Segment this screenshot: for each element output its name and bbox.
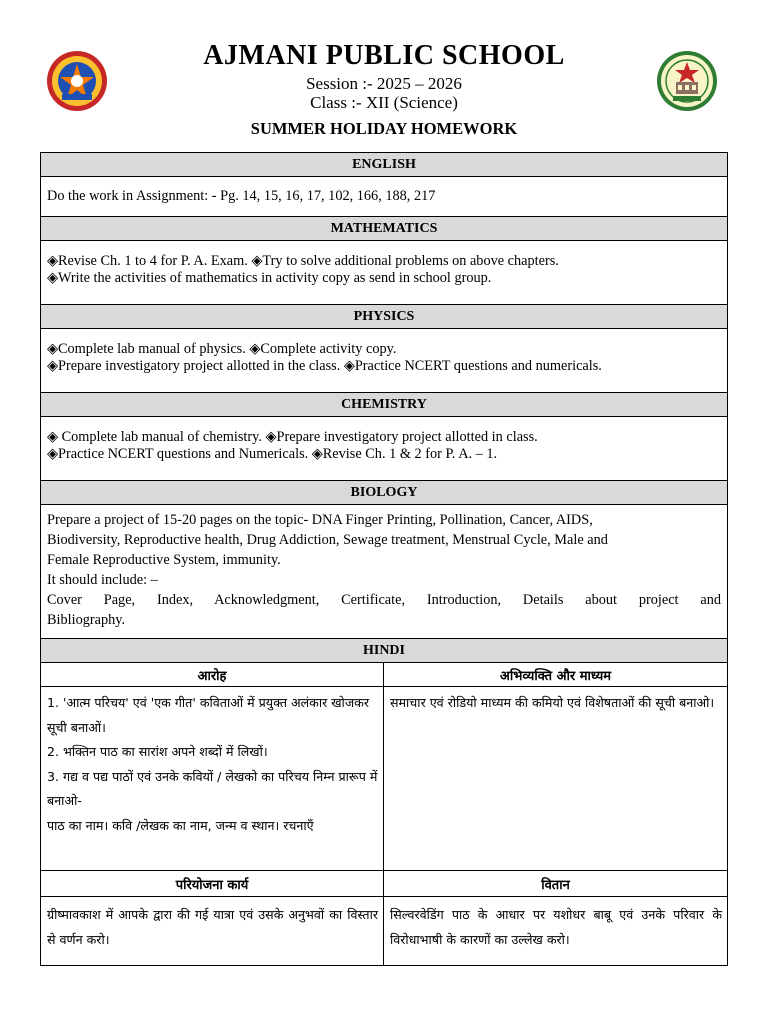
biology-line: It should include: – [47,572,158,588]
homework-table [40,152,728,966]
section-header-chemistry: CHEMISTRY [41,393,727,417]
chemistry-line: ◈Practice NCERT questions and Numericals. ◈Revise Ch. 1 & 2 for P. A. – 1. [47,446,498,462]
biology-line: Bibliography. [47,612,126,628]
section-body-physics [41,329,727,393]
section-body-biology [41,505,727,639]
hindi-subheader-row [41,663,727,687]
pariyojana-heading: परियोजना कार्य [41,871,384,896]
vitaan-heading: वितान [541,877,570,893]
aaroh-item: 3. गद्य व पद्य पाठों एवं उनके कवियों / लेखको का परिचय निम्न प्रारूप में बनाओ- [47,768,378,808]
section-header-hindi: HINDI [41,639,727,663]
abhivyakti-heading: अभिव्यक्ति और माध्यम [499,668,612,684]
aaroh-heading: आरोह [41,663,384,686]
session-line: Session :- 2025 – 2026 [306,74,462,93]
class-line: Class :- XII (Science) [310,93,458,112]
aaroh-item: 2. भक्तिन पाठ का सारांश अपने शब्दों में लिखों। [47,744,268,759]
section-header-english: ENGLISH [41,153,727,177]
physics-line: ◈Prepare investigatory project allotted in the class. ◈Practice NCERT questions and numericals. [47,358,602,374]
section-body-mathematics [41,241,727,305]
chemistry-line: ◈ Complete lab manual of chemistry. ◈Prepare investigatory project allotted in class. [47,429,538,445]
homework-title: SUMMER HOLIDAY HOMEWORK [250,119,518,138]
pariyojana-content: ग्रीष्मावकाश में आपके द्वारा की गई यात्रा एवं उसके अनुभवों का विस्तार से वर्णन करो। [41,897,384,965]
school-name: AJMANI PUBLIC SCHOOL [203,40,565,71]
section-body-english [41,177,727,217]
hindi-content-row-2 [41,897,727,965]
hindi-content-row [41,687,727,871]
aaroh-item: पाठ का नाम। कवि /लेखक का नाम, जन्म व स्थान। रचनाएँ [47,817,314,833]
aaroh-item: 1. 'आत्म परिचय' एवं 'एक गीत' कविताओं में प्रयुक्त अलंकार खोजकर सूची बनाओं। [47,695,369,735]
section-header-physics: PHYSICS [41,305,727,329]
document-header [0,0,768,150]
vitaan-content: सिल्वरवेडिंग पाठ के आधार पर यशोधर बाबू एवं उनके परिवार के विरोधाभाषी के कारणों का उल्लेख करो। [390,907,722,947]
biology-line: Cover Page, Index, Acknowledgment, Certificate, Introduction, Details about project and [47,592,721,608]
english-line: Do the work in Assignment: - Pg. 14, 15, 16, 17, 102, 166, 188, 217 [47,188,436,204]
hindi-subheader-row-2 [41,871,727,897]
aaroh-content [41,687,384,870]
section-body-chemistry [41,417,727,481]
section-header-mathematics: MATHEMATICS [41,217,727,241]
math-line: ◈Write the activities of mathematics in activity copy as send in school group. [47,270,492,286]
physics-line: ◈Complete lab manual of physics. ◈Complete activity copy. [47,341,397,357]
biology-line: Prepare a project of 15-20 pages on the topic- DNA Finger Printing, Pollination, Cancer, AIDS, [47,512,593,528]
biology-line: Biodiversity, Reproductive health, Drug Addiction, Sewage treatment, Menstrual Cycle, Male and [47,532,608,548]
abhivyakti-content: समाचार एवं रोडियो माध्यम की कमियो एवं विशेषताओं की सूची बनाओ। [390,695,715,710]
biology-line: Female Reproductive System, immunity. [47,552,281,568]
math-line: ◈Revise Ch. 1 to 4 for P. A. Exam. ◈Try to solve additional problems on above chapters. [47,253,559,269]
section-header-biology: BIOLOGY [41,481,727,505]
